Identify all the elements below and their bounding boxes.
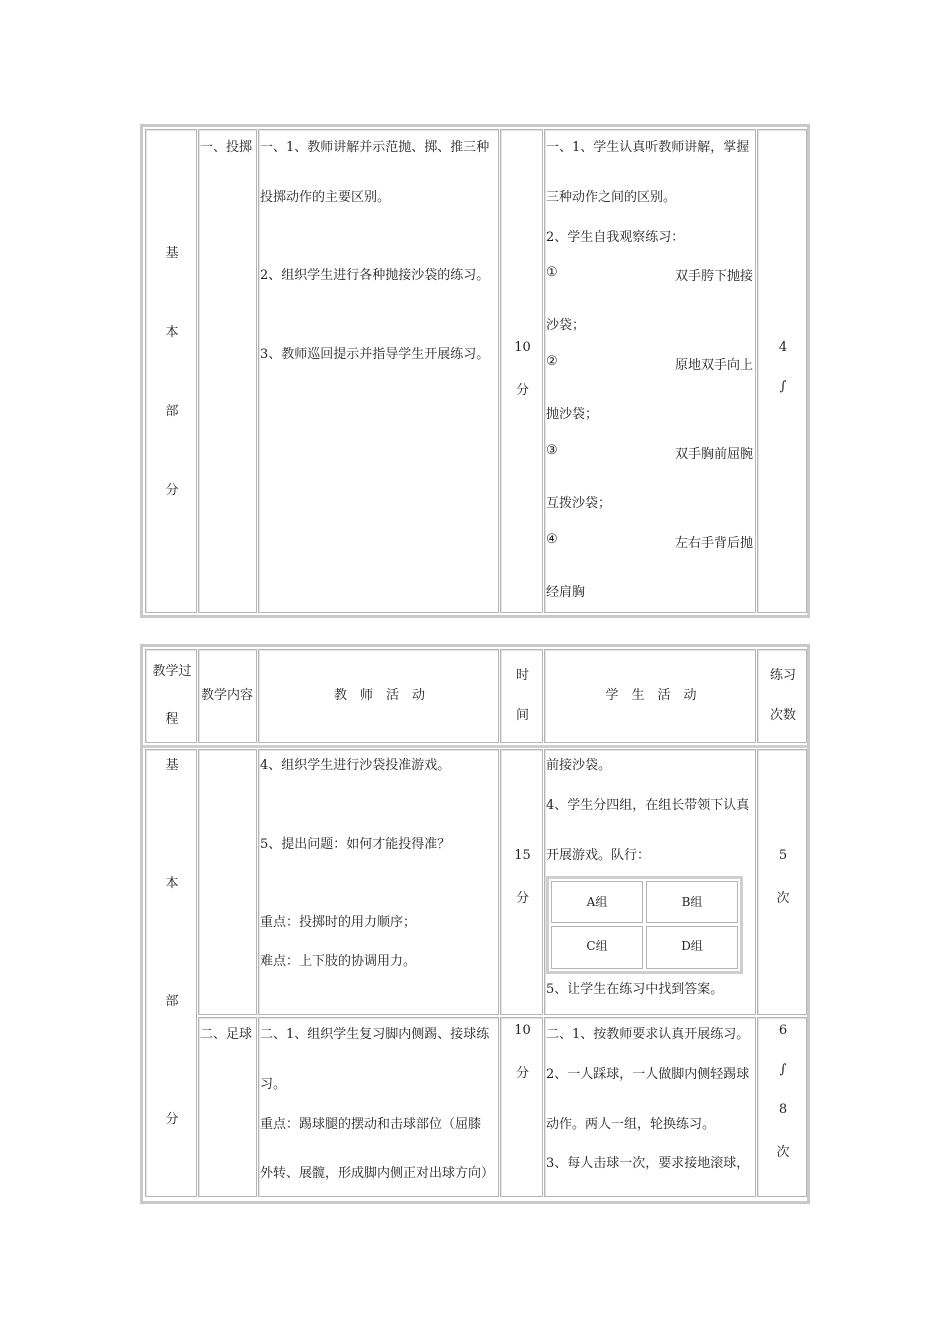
time-value: 10 — [514, 340, 531, 355]
section-cell — [145, 749, 197, 1197]
header-reps — [757, 649, 807, 743]
header-content-label: 教学内容 — [201, 688, 254, 703]
reps-symbol: ∫ — [779, 379, 787, 394]
student-line: 二、1、按教师要求认真开展练习。 — [546, 1027, 750, 1042]
item-text: 原地双手向上 — [674, 358, 753, 373]
time-cell — [500, 129, 543, 613]
teacher-line: 5、提出问题：如何才能投得准？ — [260, 837, 451, 852]
student-line: 5、让学生在练习中找到答案。 — [546, 982, 724, 997]
group-d — [646, 926, 738, 969]
teacher-line: 外转、展髋，形成脚内侧正对出球方向） — [260, 1166, 495, 1181]
student-line: 2、学生自我观察练习： — [546, 230, 685, 245]
student-line: 前接沙袋。 — [546, 758, 612, 773]
teacher-line: 投掷动作的主要区别。 — [260, 190, 391, 205]
row1-teacher-cell — [258, 749, 499, 1015]
header-content — [198, 649, 257, 743]
teacher-line: 重点：踢球腿的摆动和击球部位（屈膝 — [260, 1117, 482, 1132]
row1-content-cell — [198, 749, 257, 1015]
group-label: C组 — [586, 939, 608, 953]
reps-value: 5 — [778, 848, 788, 863]
item-number: ③ — [546, 443, 558, 458]
student-line: 开展游戏。队行： — [546, 848, 651, 863]
section-char: 部 — [165, 994, 179, 1009]
section-cell — [145, 129, 197, 613]
item-number: ④ — [546, 532, 558, 547]
content-cell — [198, 129, 257, 613]
section-char: 分 — [165, 483, 179, 498]
reps-value: 6 — [778, 1023, 788, 1038]
student-line: 3、每人击球一次，要求接地滚球， — [546, 1156, 750, 1171]
reps-cell — [757, 129, 807, 613]
reps-symbol: ∫ — [779, 1062, 787, 1077]
header-time-line: 时 — [515, 668, 529, 683]
section-char: 基 — [165, 758, 179, 773]
teacher-line: 4、组织学生进行沙袋投准游戏。 — [260, 758, 451, 773]
item-number: ② — [546, 354, 558, 369]
group-c — [551, 926, 643, 969]
header-student — [544, 649, 756, 743]
teacher-line: 二、1、组织学生复习脚内侧踢、接球练 — [260, 1027, 490, 1042]
item-text: 双手胯下抛接 — [674, 269, 753, 284]
header-student-label: 学 生 活 动 — [605, 688, 697, 703]
group-formation-grid — [546, 876, 743, 974]
student-line: 2、一人踩球，一人做脚内侧轻踢球 — [546, 1067, 750, 1082]
teacher-line: 重点：投掷时的用力顺序； — [260, 915, 417, 930]
time-value: 15 — [514, 848, 531, 863]
item-text-cont: 经肩胸 — [546, 585, 586, 600]
teacher-line: 习。 — [260, 1077, 287, 1092]
item-text: 双手胸前屈腕 — [674, 447, 753, 462]
reps-unit: 次 — [776, 891, 790, 906]
header-process-line: 教学过 — [152, 664, 192, 679]
teacher-line: 难点：上下肢的协调用力。 — [260, 954, 417, 969]
row2-reps-cell — [757, 1017, 807, 1197]
item-text-cont: 抛沙袋； — [546, 407, 599, 422]
section-char: 基 — [165, 246, 179, 261]
group-b — [646, 881, 738, 923]
student-line: 一、1、学生认真听教师讲解，掌握 — [546, 140, 750, 155]
header-time — [500, 649, 543, 743]
section-char: 分 — [165, 1112, 179, 1127]
lesson-table-1 — [140, 124, 810, 618]
row2-student-cell — [544, 1017, 756, 1197]
student-line: 三种动作之间的区别。 — [546, 190, 677, 205]
header-reps-line: 练习 — [769, 668, 796, 683]
teacher-line: 一、1、教师讲解并示范抛、掷、推三种 — [260, 140, 490, 155]
item-text-cont: 沙袋； — [546, 318, 586, 333]
content-label: 二、足球 — [200, 1027, 253, 1042]
section-char: 部 — [165, 404, 179, 419]
group-label: A组 — [586, 895, 608, 909]
row1-time-cell — [500, 749, 543, 1015]
group-label: B组 — [681, 895, 703, 909]
item-text-cont: 互拨沙袋； — [546, 496, 612, 511]
lesson-table-2 — [140, 644, 810, 1204]
reps-unit: 次 — [776, 1145, 790, 1160]
time-unit: 分 — [515, 383, 529, 398]
teacher-activity-cell — [258, 129, 499, 613]
item-number: ① — [546, 265, 558, 280]
section-char: 本 — [165, 876, 179, 891]
teacher-line: 2、组织学生进行各种抛接沙袋的练习。 — [260, 268, 490, 283]
row2-teacher-cell — [258, 1017, 499, 1197]
item-text: 左右手背后抛 — [674, 536, 753, 551]
time-unit: 分 — [515, 1066, 529, 1081]
header-process-line: 程 — [165, 712, 179, 727]
time-unit: 分 — [515, 891, 529, 906]
header-teacher-label: 教 师 活 动 — [333, 688, 425, 703]
row1-reps-cell — [757, 749, 807, 1015]
student-line: 4、学生分四组，在组长带领下认真 — [546, 798, 750, 813]
section-char: 本 — [165, 325, 179, 340]
student-line: 动作。两人一组，轮换练习。 — [546, 1117, 716, 1132]
content-label: 一、投掷 — [200, 140, 253, 155]
row2-content-cell — [198, 1017, 257, 1197]
row1-student-cell — [544, 749, 756, 1015]
student-activity-cell — [544, 129, 756, 613]
teacher-line: 3、教师巡回提示并指导学生开展练习。 — [260, 347, 490, 362]
header-teacher — [258, 649, 499, 743]
time-value: 10 — [514, 1023, 531, 1038]
group-label: D组 — [681, 939, 703, 953]
group-a — [551, 881, 643, 923]
header-divider — [143, 745, 807, 748]
header-process — [145, 649, 197, 743]
header-reps-line: 次数 — [769, 708, 796, 723]
reps-value: 4 — [778, 340, 788, 355]
reps-value: 8 — [778, 1102, 788, 1117]
header-time-line: 间 — [515, 708, 529, 723]
row2-time-cell — [500, 1017, 543, 1197]
